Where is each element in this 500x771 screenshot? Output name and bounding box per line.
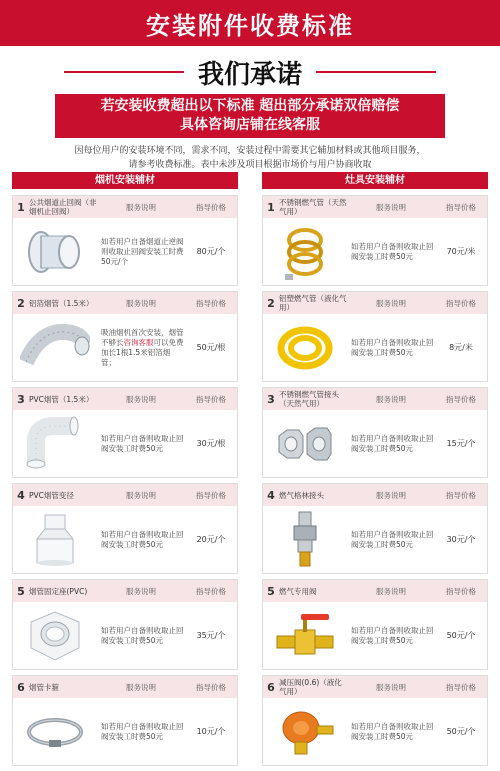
- item-name: 燃气格林接头: [279, 490, 324, 500]
- service-description: 如若用户自备则收取止回阀安装工时费50元: [101, 625, 184, 645]
- aluminum-gas-hose-image: [263, 315, 347, 381]
- price-value: 50元/个: [446, 727, 476, 736]
- service-description: 如若用户自备则收取止回阀安装工时费50元: [101, 721, 184, 741]
- price-value: 8元/米: [449, 343, 473, 352]
- item-name: 公共烟道止回阀（非烟机止回阀）: [29, 198, 97, 216]
- service-header: 服务说明: [376, 586, 406, 596]
- column-title: 烟机安装辅材: [12, 172, 238, 189]
- price-header: 指导价格: [196, 682, 226, 692]
- column-title: 灶具安装辅材: [262, 172, 488, 189]
- list-item: [12, 579, 238, 670]
- promise-title: 我们承诺: [197, 59, 302, 90]
- item-number: 5: [17, 584, 25, 598]
- price-value: 50元/个: [446, 631, 476, 640]
- price-value: 15元/个: [446, 439, 476, 448]
- list-item: [262, 579, 488, 670]
- price-value: 20元/个: [196, 535, 226, 544]
- service-description: 如若用户自备则收取止回阀安装工时费50元: [351, 721, 434, 741]
- item-name: 铝塑燃气管（液化气用）: [279, 294, 347, 312]
- service-description: 如若用户自备则收取止回阀安装工时费50元: [351, 529, 434, 549]
- item-name: 燃气专用阀: [279, 586, 317, 596]
- price-header: 指导价格: [446, 586, 476, 596]
- pressure-regulator-image: [263, 699, 347, 765]
- guarantee-line-1: 若安装收费超出以下标准 超出部分承诺双倍赔偿: [100, 98, 400, 114]
- stove-accessories-column: [262, 172, 488, 771]
- item-number: 2: [267, 296, 275, 310]
- list-item: [262, 387, 488, 478]
- item-name: 不锈钢燃气管（天然气用）: [279, 198, 347, 216]
- duct-mount-image: [13, 603, 97, 669]
- item-name: 铝箔烟管（1.5米）: [29, 298, 94, 308]
- hood-accessories-column: [12, 172, 238, 771]
- price-value: 10元/个: [196, 727, 226, 736]
- item-name: 不锈钢燃气管接头（天然气用）: [279, 390, 339, 408]
- service-header: 服务说明: [126, 490, 156, 500]
- item-number: 2: [17, 296, 25, 310]
- list-item: [12, 195, 238, 286]
- guarantee-line-2: 具体咨询店铺在线客服: [180, 117, 320, 133]
- description-text: 吸油烟机首次安装，烟管不够长: [101, 327, 184, 347]
- list-item: [12, 483, 238, 574]
- service-header: 服务说明: [126, 298, 156, 308]
- price-value: 30元/根: [196, 439, 226, 448]
- price-value: 50元/根: [196, 343, 226, 352]
- service-description: 如若用户自备则收取止回阀安装工时费50元: [351, 241, 434, 261]
- price-value: 80元/个: [196, 247, 226, 256]
- item-name: 烟管卡箍: [29, 682, 59, 692]
- reducer-image: [13, 507, 97, 573]
- contact-service-link[interactable]: 咨询客服: [123, 337, 154, 347]
- service-description: 如若用户自备则收取止回阀安装工时费50元: [351, 337, 434, 357]
- service-description: [97, 328, 185, 368]
- list-item: [262, 483, 488, 574]
- item-name: PVC烟管（1.5米）: [29, 394, 94, 404]
- price-header: 指导价格: [446, 202, 476, 212]
- service-description: 如若用户自备烟道止逆阀则收取止回阀安装工时费50元/个: [101, 236, 184, 266]
- service-header: 服务说明: [376, 394, 406, 404]
- price-header: 指导价格: [196, 298, 226, 308]
- service-header: 服务说明: [126, 394, 156, 404]
- price-value: 70元/米: [446, 247, 476, 256]
- list-item: [12, 387, 238, 478]
- service-description: 如若用户自备则收取止回阀安装工时费50元: [101, 529, 184, 549]
- promise-heading: [0, 52, 500, 92]
- gas-connector-image: [263, 507, 347, 573]
- list-item: [12, 291, 238, 382]
- service-header: 服务说明: [126, 586, 156, 596]
- gas-valve-image: [263, 603, 347, 669]
- description-text: 可以免费加长1根1.5米铝箔烟管；: [101, 337, 184, 367]
- service-header: 服务说明: [126, 682, 156, 692]
- hose-clamp-image: [13, 699, 97, 765]
- list-item: [262, 195, 488, 286]
- divider-right: [316, 71, 436, 73]
- list-item: [262, 291, 488, 382]
- service-header: 服务说明: [376, 682, 406, 692]
- price-header: 指导价格: [196, 394, 226, 404]
- item-number: 4: [17, 488, 25, 502]
- list-item: [262, 675, 488, 766]
- price-header: 指导价格: [196, 586, 226, 596]
- item-name: PVC烟管变径: [29, 490, 74, 500]
- intro-note: [0, 144, 500, 172]
- price-header: 指导价格: [196, 202, 226, 212]
- service-header: 服务说明: [376, 490, 406, 500]
- service-description: 如若用户自备则收取止回阀安装工时费50元: [351, 433, 434, 453]
- item-number: 1: [267, 200, 275, 214]
- foil-duct-image: [13, 315, 97, 381]
- page-title: 安装附件收费标准: [146, 11, 354, 40]
- price-header: 指导价格: [446, 490, 476, 500]
- guarantee-box: [55, 94, 445, 138]
- item-number: 4: [267, 488, 275, 502]
- stainless-gas-hose-image: [263, 219, 347, 285]
- item-name: 减压阀(0.6)（液化气用）: [279, 678, 342, 696]
- item-number: 5: [267, 584, 275, 598]
- note-line-2: 请参考收费标准。表中未涉及项目根据市场价与用户协商收取: [128, 160, 372, 170]
- price-header: 指导价格: [446, 394, 476, 404]
- service-description: 如若用户自备则收取止回阀安装工时费50元: [351, 625, 434, 645]
- list-item: [12, 675, 238, 766]
- item-name: 烟管固定座(PVC): [29, 586, 88, 596]
- price-header: 指导价格: [196, 490, 226, 500]
- service-header: 服务说明: [376, 298, 406, 308]
- note-line-1: 因每位用户的安装环境不同，需求不同，安装过程中需要其它辅加材料或其他项目服务，: [74, 146, 426, 156]
- item-number: 6: [267, 680, 275, 694]
- hose-fitting-image: [263, 411, 347, 477]
- item-number: 3: [267, 392, 275, 406]
- item-number: 1: [17, 200, 25, 214]
- service-description: 如若用户自备则收取止回阀安装工时费50元: [101, 433, 184, 453]
- price-value: 35元/个: [196, 631, 226, 640]
- price-header: 指导价格: [446, 298, 476, 308]
- divider-left: [64, 71, 184, 73]
- item-number: 6: [17, 680, 25, 694]
- price-value: 30元/个: [446, 535, 476, 544]
- service-header: 服务说明: [376, 202, 406, 212]
- service-header: 服务说明: [126, 202, 156, 212]
- price-header: 指导价格: [446, 682, 476, 692]
- item-number: 3: [17, 392, 25, 406]
- pvc-duct-image: [13, 411, 97, 477]
- header-banner: [0, 0, 500, 46]
- check-valve-image: [13, 219, 97, 285]
